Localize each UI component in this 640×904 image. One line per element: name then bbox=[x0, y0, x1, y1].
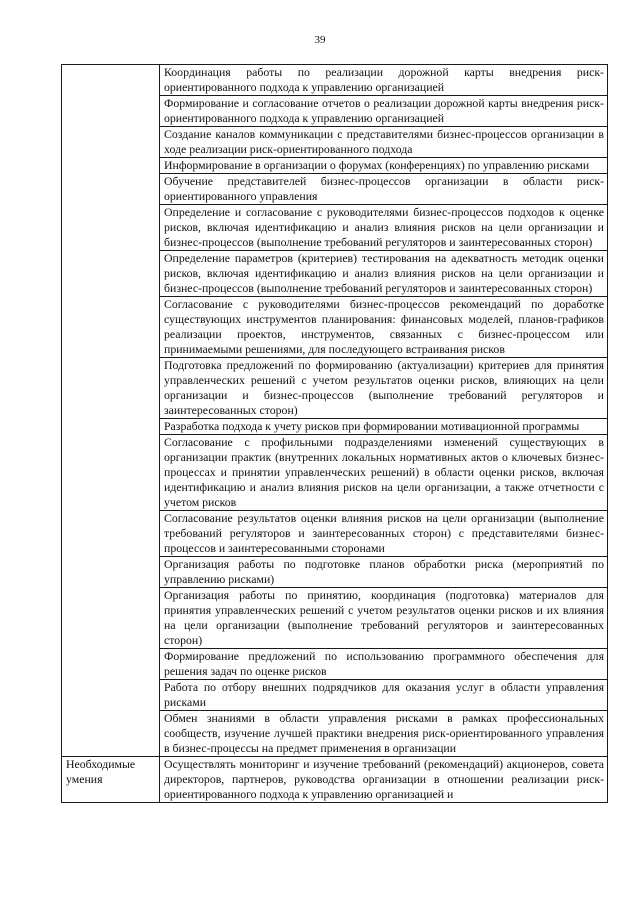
table-text-cell: Подготовка предложений по формированию (актуализации) критериев для принятия управленческих решений с учетом результатов оценки рисков, влияющих на цели организации и бизнес-процессов (выполнение требований регуляторов и заинтересованных сторон) bbox=[160, 358, 608, 419]
table-label-cell bbox=[62, 65, 160, 757]
table-text-cell: Создание каналов коммуникации с представителями бизнес-процессов организации в ходе реализации риск-ориентированного подхода bbox=[160, 127, 608, 158]
table-text-cell: Обучение представителей бизнес-процессов организации в области риск-ориентированного управления bbox=[160, 174, 608, 205]
table-text-cell: Определение параметров (критериев) тестирования на адекватность методик оценки рисков, включая идентификацию и анализ влияния рисков на цели организации и бизнес-процессов (выполнение требований регуляторов и заинтересованных сторон) bbox=[160, 251, 608, 297]
table-text-cell: Организация работы по принятию, координация (подготовка) материалов для принятия управленческих решений с учетом результатов оценки рисков и их влияния на цели организации (выполнение требований регуляторов и заинтересованных сторон) bbox=[160, 588, 608, 649]
table-text-cell: Согласование результатов оценки влияния рисков на цели организации (выполнение требований регуляторов и заинтересованных сторон) с представителями бизнес-процессов и заинтересованными сторонами bbox=[160, 511, 608, 557]
table-text-cell: Согласование с руководителями бизнес-процессов рекомендаций по доработке существующих инструментов планирования: финансовых моделей, планов-графиков реализации проектов, инструментов, связанных с бизнес-процессом или принимаемыми решениями, для последующего встраивания рисков bbox=[160, 297, 608, 358]
row-label: Необходимые умения bbox=[66, 757, 136, 786]
table-text-cell: Работа по отбору внешних подрядчиков для оказания услуг в области управления рисками bbox=[160, 680, 608, 711]
job-functions-table bbox=[61, 64, 608, 803]
table-text-cell: Информирование в организации о форумах (конференциях) по управлению рисками bbox=[160, 158, 608, 174]
table-text-cell: Координация работы по реализации дорожной карты внедрения риск-ориентированного подхода к управлению организацией bbox=[160, 65, 608, 96]
table-row bbox=[62, 757, 608, 803]
table-text-cell: Формирование и согласование отчетов о реализации дорожной карты внедрения риск-ориентированного подхода к управлению организацией bbox=[160, 96, 608, 127]
page-number: 39 bbox=[314, 34, 326, 46]
table-label-cell bbox=[62, 757, 160, 803]
table-text-cell: Разработка подхода к учету рисков при формировании мотивационной программы bbox=[160, 419, 608, 435]
table-row bbox=[62, 65, 608, 96]
table-text-cell: Согласование с профильными подразделениями изменений существующих в организации практик (внутренних локальных нормативных актов о ключевых бизнес-процессах и принятии управленческих решений) в области оценки рисков, включая идентификацию и анализ влияния рисков на цели организации, а также отчетности с учетом рисков bbox=[160, 435, 608, 511]
table-text-cell: Организация работы по подготовке планов обработки риска (мероприятий по управлению рисками) bbox=[160, 557, 608, 588]
table-text-cell: Определение и согласование с руководителями бизнес-процессов подходов к оценке рисков, включая идентификацию и анализ влияния рисков на цели организации и бизнес-процессов (выполнение требований регуляторов и заинтересованных сторон) bbox=[160, 205, 608, 251]
table-text-cell: Обмен знаниями в области управления рисками в рамках профессиональных сообществ, изучение лучшей практики внедрения риск-ориентированного управления в бизнес-процессы на предмет применения в организации bbox=[160, 711, 608, 757]
table-text-cell: Формирование предложений по использованию программного обеспечения для решения задач по оценке рисков bbox=[160, 649, 608, 680]
table-text-cell: Осуществлять мониторинг и изучение требований (рекомендаций) акционеров, совета директоров, партнеров, руководства организации в отношении реализации риск-ориентированного подхода к управлению организацией и bbox=[160, 757, 608, 803]
